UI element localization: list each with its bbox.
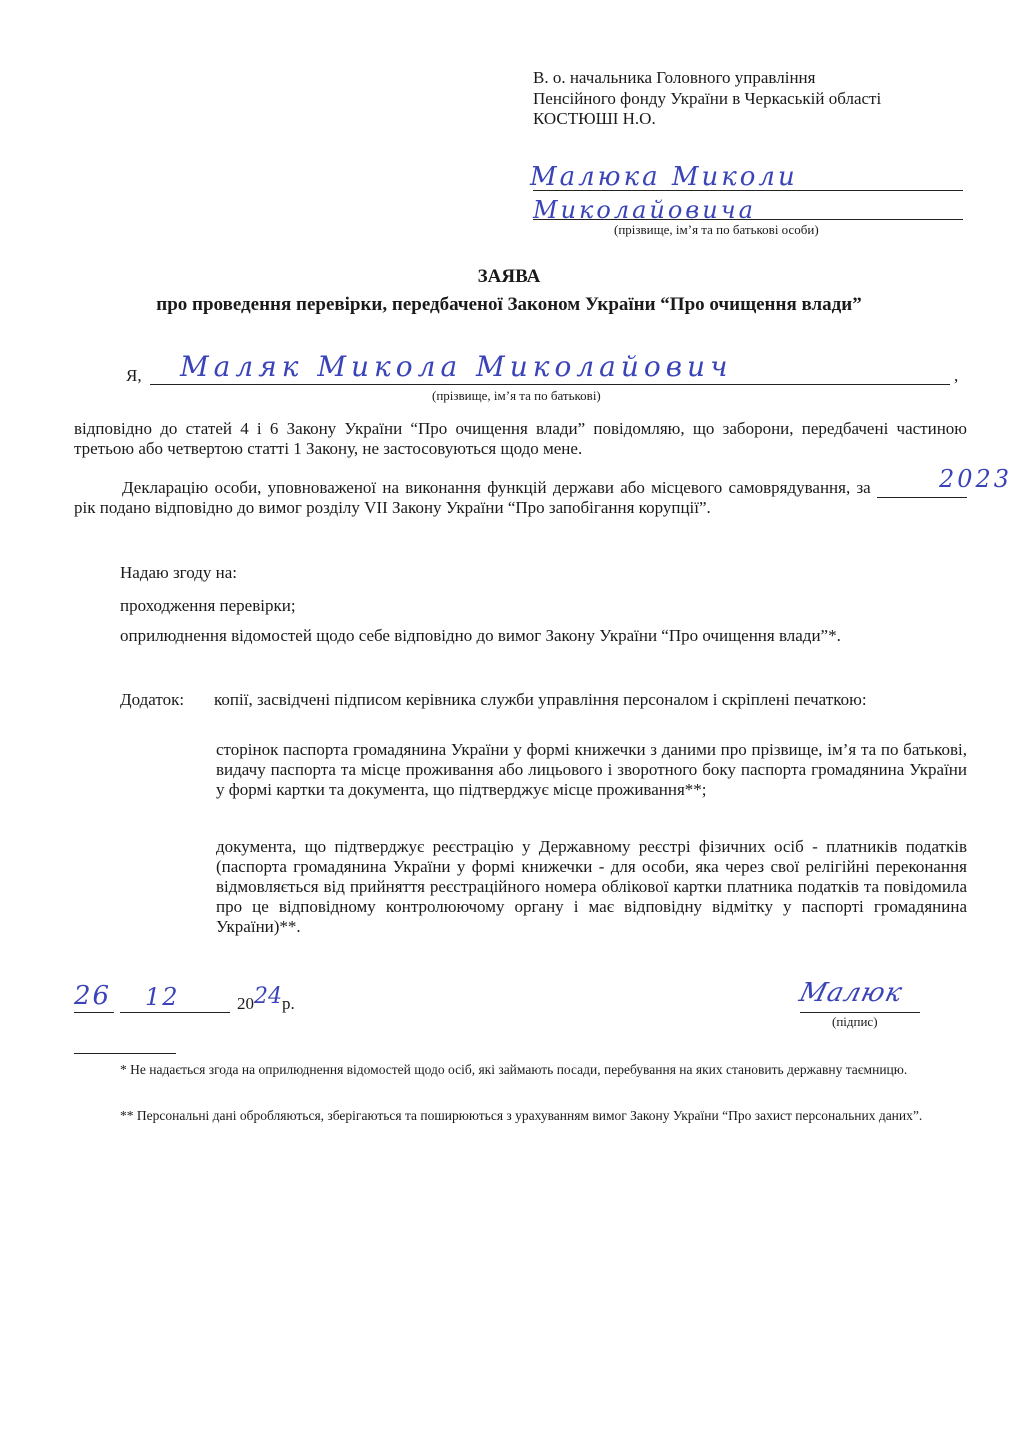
date-day-rule bbox=[74, 1012, 114, 1013]
paragraph-declaration bbox=[74, 465, 1013, 518]
applicant-name-caption: (прізвище, ім’я та по батькові) bbox=[432, 388, 601, 403]
handwritten-applicant-line-1: Малюка Миколи bbox=[530, 162, 798, 192]
declaration-text-before: Декларацію особи, уповноваженої на виконання функцій держави або місцевого самоврядування, за bbox=[122, 478, 871, 497]
paragraph-prohibitions: відповідно до статей 4 і 6 Закону України “Про очищення влади” повідомляю, що заборони, передбачені частиною третьою або четвертою статті 1 Закону, не застосовуються щодо мене. bbox=[74, 419, 967, 458]
addendum-label: Додаток: bbox=[120, 690, 185, 709]
date-year-suffix: р. bbox=[282, 994, 295, 1013]
document-subtitle: про проведення перевірки, передбаченої Законом України “Про очищення влади” bbox=[156, 294, 862, 315]
footnote-personal-data: ** Персональні дані обробляються, зберігаються та поширюються з урахуванням вимог Закону України “Про захист персональних даних”. bbox=[120, 1108, 923, 1123]
addressee-block bbox=[533, 68, 993, 130]
applicant-line-2-rule bbox=[533, 219, 963, 220]
date-year-prefix: 20 bbox=[237, 994, 254, 1013]
applicant-prefix: Я, bbox=[126, 366, 142, 385]
applicant-caption: (прізвище, ім’я та по батькові особи) bbox=[614, 222, 819, 237]
handwritten-signature: Малюк bbox=[796, 978, 906, 1008]
applicant-name-rule bbox=[150, 384, 950, 385]
handwritten-applicant-line-2: Миколайовича bbox=[533, 196, 756, 224]
handwritten-date-year-suffix: 24 bbox=[254, 984, 282, 1009]
consent-item-verification: проходження перевірки; bbox=[120, 596, 296, 615]
addendum-intro: копії, засвідчені підписом керівника служби управління персоналом і скріплені печаткою: bbox=[214, 690, 867, 709]
document-title: ЗАЯВА bbox=[477, 266, 541, 287]
applicant-line-1-rule bbox=[533, 190, 963, 191]
footnote-divider bbox=[74, 1053, 176, 1054]
declaration-year-slot bbox=[877, 465, 1013, 498]
signature-rule bbox=[800, 1012, 920, 1013]
handwritten-date-day: 26 bbox=[74, 981, 112, 1011]
date-month-rule bbox=[120, 1012, 230, 1013]
addressee-line-1: В. о. начальника Головного управління bbox=[533, 68, 816, 87]
applicant-comma: , bbox=[954, 366, 959, 385]
handwritten-applicant-name: Маляк Микола Миколайович bbox=[180, 350, 733, 383]
signature-caption: (підпис) bbox=[832, 1014, 878, 1029]
handwritten-date-month: 12 bbox=[145, 983, 180, 1011]
addressee-line-3: КОСТЮШІ Н.О. bbox=[533, 109, 656, 128]
handwritten-declaration-year: 2023 bbox=[939, 465, 1013, 493]
footnote-state-secret: * Не надається згода на оприлюднення відомостей щодо осіб, які займають посади, перебування на яких становить державну таємницю. bbox=[120, 1062, 908, 1077]
consent-item-publication: оприлюднення відомостей щодо себе відповідно до вимог Закону України “Про очищення влади”*. bbox=[120, 626, 841, 645]
addressee-line-2: Пенсійного фонду України в Черкаській області bbox=[533, 88, 882, 108]
addendum-item-tax-registration: документа, що підтверджує реєстрацію у Державному реєстрі фізичних осіб - платників податків (паспорта громадянина України у формі книжечки - для особи, яка через свої релігійні переконання відмовляється від прийняття реєстраційного номера облікової картки платника податків та повідомила про це відповідному контролюючому органу і має відповідну відмітку у паспорті громадянина України)**. bbox=[216, 837, 967, 936]
declaration-text-after: рік подано відповідно до вимог розділу VII Закону України “Про запобігання корупції”. bbox=[74, 498, 711, 517]
addendum-item-passport: сторінок паспорта громадянина України у формі книжечки з даними про прізвище, ім’я та по батькові, видачу паспорта та місце проживання або лицьового і зворотного боку паспорта громадянина України у формі картки та документа, що підтверджує місце проживання**; bbox=[216, 740, 967, 799]
consent-heading: Надаю згоду на: bbox=[120, 563, 238, 582]
